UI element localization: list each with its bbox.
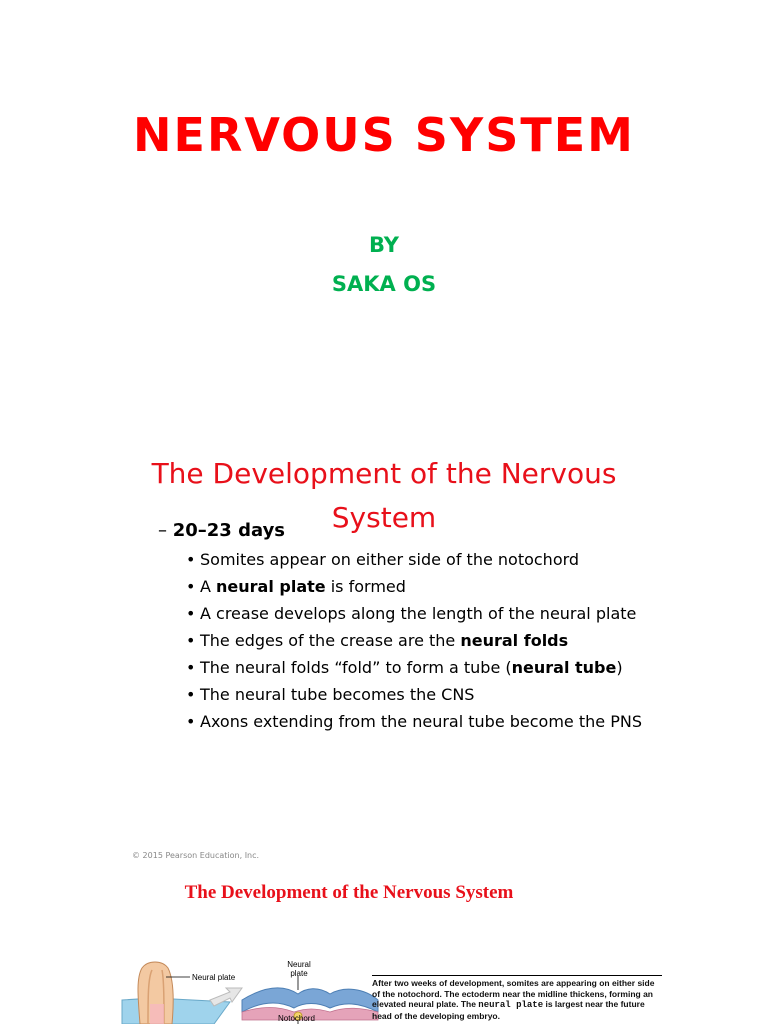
bullet-text-end: ) <box>616 658 623 677</box>
bullet-text: The neural folds “fold” to form a tube ( <box>200 658 512 677</box>
bullet-text: Somites appear on either side of the notochord <box>200 550 580 569</box>
by-label: BY <box>368 233 400 257</box>
bullet-text: Axons extending from the neural tube become the PNS <box>200 712 642 731</box>
bullet-item <box>186 683 642 710</box>
bullet-text: A <box>200 577 217 596</box>
bullet-text-end: is formed <box>325 577 406 596</box>
bullet-dot-icon: • <box>186 550 196 569</box>
author-name: SAKA OS <box>331 272 437 296</box>
bullet-dot-icon: • <box>186 712 196 731</box>
slide-title: NERVOUS SYSTEM <box>133 108 635 162</box>
copyright-text: © 2015 Pearson Education, Inc. <box>132 851 260 860</box>
bullet-bold-term: neural folds <box>460 631 569 650</box>
bullet-bold-term: neural tube <box>511 658 617 677</box>
bullet-dot-icon: • <box>186 658 196 677</box>
caption-text-start: After two weeks of development, somites are appearing on either side of the notochord. The ectoderm near the midline thickens, forming an elevated neural plate. The <box>372 978 655 1009</box>
section-title: The Development of the Nervous System <box>151 457 617 534</box>
bullet-item <box>186 629 642 656</box>
subheading-text: 20–23 days <box>172 520 286 541</box>
bullet-dot-icon: • <box>186 631 196 650</box>
bullet-item <box>186 656 642 683</box>
bullet-text: The edges of the crease are the <box>200 631 461 650</box>
bullet-text: A crease develops along the length of the neural plate <box>200 604 637 623</box>
bullet-dot-icon: • <box>186 577 196 596</box>
neural-plate-label-left: Neural plate <box>192 973 236 982</box>
subheading <box>158 520 285 541</box>
bullet-item <box>186 602 642 629</box>
figure-caption <box>372 975 662 1021</box>
figure-slide-title: The Development of the Nervous System <box>184 882 514 903</box>
subheading-dash: – <box>158 520 167 541</box>
notochord-label: Notochord <box>278 1014 315 1023</box>
bullet-item <box>186 710 642 737</box>
neural-plate-label-mid: Neural plate <box>287 960 311 978</box>
bullet-bold-term: neural plate <box>216 577 326 596</box>
caption-term: neural plate <box>478 1000 544 1010</box>
bullet-text: The neural tube becomes the CNS <box>200 685 475 704</box>
bullet-item <box>186 575 642 602</box>
bullet-item <box>186 548 642 575</box>
caption-text-end: is largest near the future head of the developing embryo. <box>372 999 645 1021</box>
bullet-dot-icon: • <box>186 685 196 704</box>
bullet-list <box>186 548 642 737</box>
bullet-dot-icon: • <box>186 604 196 623</box>
